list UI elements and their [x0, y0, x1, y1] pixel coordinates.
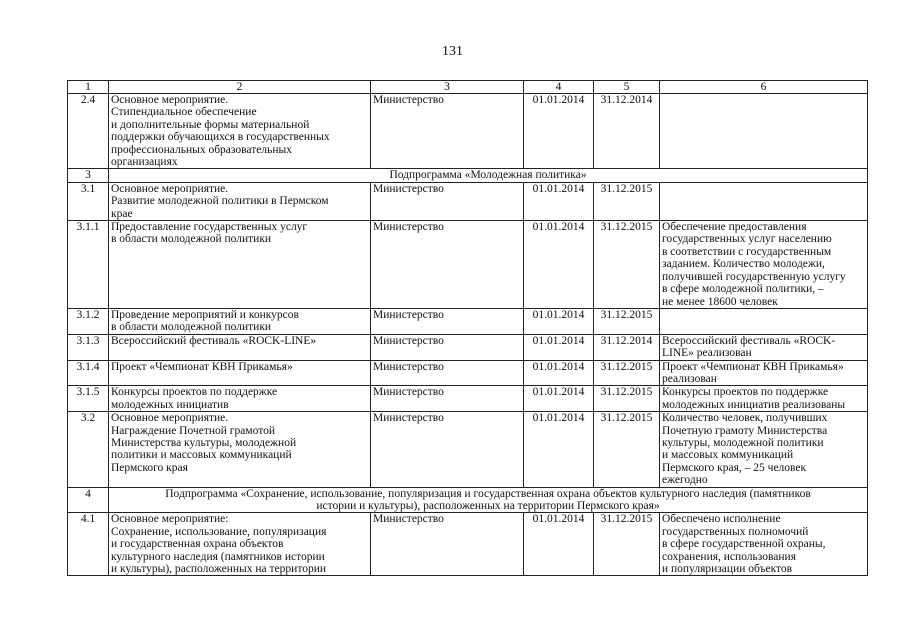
expected-result	[660, 308, 868, 334]
activity-name: Проект «Чемпионат КВН Прикамья»	[109, 360, 371, 386]
activity-name: Основное мероприятие. Развитие молодежной политики в Пермском крае	[109, 182, 371, 220]
end-date: 31.12.2015	[594, 308, 660, 334]
start-date: 01.01.2014	[524, 513, 594, 576]
expected-result	[660, 182, 868, 220]
row-number: 3.1.5	[68, 386, 109, 412]
executor: Министерство	[371, 513, 524, 576]
row-number: 3.1	[68, 182, 109, 220]
executor: Министерство	[371, 182, 524, 220]
page-number: 131	[442, 44, 463, 59]
expected-result: Количество человек, получивших Почетную грамоту Министерства культуры, молодежной политики и массовых коммуникаций Пермского края, – 25 человек ежегодно	[660, 412, 868, 487]
end-date: 31.12.2015	[594, 182, 660, 220]
start-date: 01.01.2014	[524, 94, 594, 169]
row-number: 3.2	[68, 412, 109, 487]
expected-result: Проект «Чемпионат КВН Прикамья» реализован	[660, 360, 868, 386]
activity-name: Основное мероприятие. Награждение Почетной грамотой Министерства культуры, молодежной политики и массовых коммуникаций Пермского края	[109, 412, 371, 487]
executor: Министерство	[371, 334, 524, 360]
header-cell: 3	[371, 81, 524, 94]
subprogram-title: Подпрограмма «Молодежная политика»	[109, 169, 868, 182]
executor: Министерство	[371, 412, 524, 487]
row-number: 3.1.1	[68, 221, 109, 309]
end-date: 31.12.2014	[594, 334, 660, 360]
end-date: 31.12.2015	[594, 513, 660, 576]
table-row	[68, 513, 868, 576]
row-number: 3	[68, 169, 109, 182]
table-row	[68, 386, 868, 412]
subprogram-row	[68, 169, 868, 182]
table-row	[68, 334, 868, 360]
start-date: 01.01.2014	[524, 386, 594, 412]
table-row	[68, 308, 868, 334]
table-row	[68, 182, 868, 220]
activity-name: Основное мероприятие. Стипендиальное обеспечение и дополнительные формы материальной поддержки обучающихся в государственных профессиональных образовательных организациях	[109, 94, 371, 169]
start-date: 01.01.2014	[524, 308, 594, 334]
start-date: 01.01.2014	[524, 221, 594, 309]
start-date: 01.01.2014	[524, 412, 594, 487]
activity-name: Основное мероприятие: Сохранение, использование, популяризация и государственная охрана объектов культурного наследия (памятников истории и культуры), расположенных на территории	[109, 513, 371, 576]
expected-result	[660, 94, 868, 169]
table-row	[68, 94, 868, 169]
activity-name: Проведение мероприятий и конкурсов в области молодежной политики	[109, 308, 371, 334]
table-row	[68, 221, 868, 309]
row-number: 4.1	[68, 513, 109, 576]
subprogram-title: Подпрограмма «Сохранение, использование, популяризация и государственная охрана объектов культурного наследия (памятников истории и культуры), расположенных на территории Пермского края»	[109, 487, 868, 513]
row-number: 3.1.4	[68, 360, 109, 386]
end-date: 31.12.2015	[594, 360, 660, 386]
activity-name: Всероссийский фестиваль «ROCK-LINE»	[109, 334, 371, 360]
plan-table	[67, 80, 868, 576]
executor: Министерство	[371, 386, 524, 412]
table-row	[68, 360, 868, 386]
subprogram-row	[68, 487, 868, 513]
row-number: 4	[68, 487, 109, 513]
expected-result: Обеспечено исполнение государственных полномочий в сфере государственной охраны, сохранения, использования и популяризации объектов	[660, 513, 868, 576]
start-date: 01.01.2014	[524, 360, 594, 386]
executor: Министерство	[371, 94, 524, 169]
end-date: 31.12.2015	[594, 221, 660, 309]
start-date: 01.01.2014	[524, 334, 594, 360]
expected-result: Всероссийский фестиваль «ROCK- LINE» реализован	[660, 334, 868, 360]
header-cell: 6	[660, 81, 868, 94]
header-cell: 1	[68, 81, 109, 94]
row-number: 2.4	[68, 94, 109, 169]
end-date: 31.12.2014	[594, 94, 660, 169]
activity-name: Конкурсы проектов по поддержке молодежных инициатив	[109, 386, 371, 412]
expected-result: Конкурсы проектов по поддержке молодежных инициатив реализованы	[660, 386, 868, 412]
header-row	[68, 81, 868, 94]
header-cell: 4	[524, 81, 594, 94]
activity-name: Предоставление государственных услуг в области молодежной политики	[109, 221, 371, 309]
start-date: 01.01.2014	[524, 182, 594, 220]
table-body	[68, 81, 868, 576]
end-date: 31.12.2015	[594, 412, 660, 487]
end-date: 31.12.2015	[594, 386, 660, 412]
row-number: 3.1.3	[68, 334, 109, 360]
executor: Министерство	[371, 360, 524, 386]
table-row	[68, 412, 868, 487]
header-cell: 5	[594, 81, 660, 94]
header-cell: 2	[109, 81, 371, 94]
expected-result: Обеспечение предоставления государственных услуг населению в соответствии с государственным заданием. Количество молодежи, получившей государственную услугу в сфере молодежной политики, – не менее 18600 человек	[660, 221, 868, 309]
executor: Министерство	[371, 221, 524, 309]
executor: Министерство	[371, 308, 524, 334]
row-number: 3.1.2	[68, 308, 109, 334]
